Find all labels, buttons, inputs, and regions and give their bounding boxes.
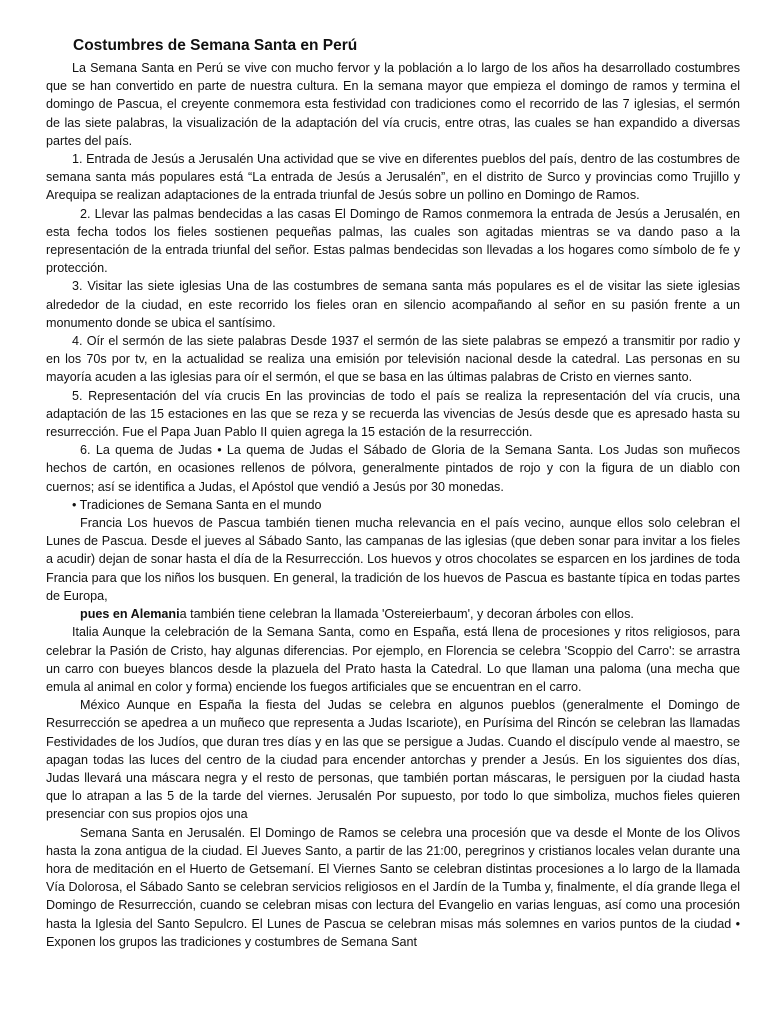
- paragraph-jerusalen: Semana Santa en Jerusalén. El Domingo de Ramos se celebra una procesión que va desde el Monte de los Olivos hasta la zona antigua de la ciudad. El Jueves Santo, a partir de las 21:00, peregrinos y cristianos locales velan durante una hora de meditación en el Huerto de Getsemaní. El Viernes Santo se celebran distintas procesiones a lo largo de la llamada Vía Dolorosa, el Sábado Santo se celebran servicios religiosos en el Jardín de la Tumba y, finalmente, el día grande llega el Domingo de Resurrección, cuando se celebran misas con lectura del Evangelio en varias lenguas, así como una procesión hasta la Iglesia del Santo Sepulcro. El Lunes de Pascua se celebran misas más solemnes en varios puntos de la ciudad • Exponen los grupos las tradiciones y costumbres de Semana Sant: [46, 825, 740, 949]
- document-title: Costumbres de Semana Santa en Perú: [73, 37, 358, 54]
- paragraph-italia: Italia Aunque la celebración de la Semana Santa, como en España, está llena de procesiones y ritos religiosos, para celebrar la Pasión de Cristo, hay algunas diferencias. Por ejemplo, en Florencia se celebra 'Scoppio del Carro': se arrastra un carro con bueyes blancos desde la plazuela del Prato hasta la Catedral. Lo que llaman una paloma (una mecha que emula al animal en color y forma) enciende los fuegos artificiales que se encuentran en el carro.: [46, 625, 740, 694]
- paragraph-sermon: 4. Oír el sermón de las siete palabras Desde 1937 el sermón de las siete palabras se empezó a transmitir por radio y en los 70s por tv, en la actualidad se realiza una emisión por televisión nacional desde la catedral. Las personas en su mayoría acuden a las iglesias para oír el sermón, el que se basa en las últimas palabras de Cristo en viernes santo.: [46, 334, 740, 385]
- paragraph-via-crucis: 5. Representación del vía crucis En las provincias de todo el país se realiza la representación del vía crucis, una adaptación de las 15 estaciones en las que se reza y se recuerda las vivencias de Jesús desde que es apresado hasta su resurrección. Fue el Papa Juan Pablo II quien agrega la 15 estación de la resurrección.: [46, 388, 740, 440]
- intro-paragraph: La Semana Santa en Perú se vive con mucho fervor y la población a lo largo de los años ha desarrollado costumbres que se han convertido en parte de nuestra cultura. En la semana mayor que empieza el domingo de ramos y termina el domingo de Pascua, el creyente conmemora esta festividad con tradiciones como el recorrido de las 7 iglesias, el sermón de las siete palabras, la visualización de la adaptación del vía crucis, entre otras, las cuales se han expandido a diversas partes del país.: [46, 61, 740, 148]
- paragraph-mexico: México Aunque en España la fiesta del Judas se celebra en algunos pueblos (generalmente el Domingo de Resurrección se apedrea a un muñeco que representa a Judas Iscariote), en Purísima del Rincón se celebran las llamadas Festividades de los Judíos, que duran tres días y en las que se persigue a Judas. Cuando el discípulo vende al maestro, se apagan todas las luces del centro de la ciudad para encender antorchas y prender a Jesús. En los siguientes dos días, Judas llevará una máscara negra y el resto de personas, que también portan máscaras, le persiguen por la ciudad hasta que lo atrapan a las 5 de la tarde del viernes. Jerusalén Por supuesto, por todo lo que simboliza, muchos fieles quieren presenciar con sus propios ojos una: [46, 698, 740, 822]
- alemania-bold-i: i: [176, 607, 180, 622]
- alemania-bold-text: pues en Aleman: [80, 607, 177, 622]
- paragraph-alemania: [46, 605, 740, 623]
- paragraph-siete-iglesias: 3. Visitar las siete iglesias Una de las costumbres de semana santa más populares es el de visitar las siete iglesias alrededor de la ciudad, en este recorrido los fieles oran en silencio acompañando al señor en su pasión frente a un monumento donde se ubica el santísimo.: [46, 279, 740, 330]
- paragraph-quema-judas: 6. La quema de Judas • La quema de Judas el Sábado de Gloria de la Semana Santa. Los Judas son muñecos hechos de cartón, en ocasiones rellenos de pólvora, generalmente pintados de rojo y con la figura de un diablo con cuernos; así se identifica a Judas, el Apóstol que vendió a Jesús por 30 monedas.: [46, 443, 740, 494]
- paragraph-francia: Francia Los huevos de Pascua también tienen mucha relevancia en el país vecino, aunque ellos solo celebran el Lunes de Pascua. Desde el jueves al Sábado Santo, las campanas de las iglesias (que deben sonar para invitar a los fieles a acudir) dejan de sonar hasta el día de la Resurrección. Los huevos y otros chocolates se esparcen en los jardines de toda Francia para que los niños los busquen. En general, la tradición de los huevos de Pascua es bastante típica en todas partes de Europa,: [46, 516, 740, 603]
- alemania-rest-text: a también tiene celebran la llamada 'Ostereierbaum', y decoran árboles con ellos.: [179, 607, 634, 622]
- paragraph-entrada-jesus: 1. Entrada de Jesús a Jerusalén Una actividad que se vive en diferentes pueblos del país, dentro de las costumbres de semana santa más populares está “La entrada de Jesús a Jerusalén”, en el distrito de Surco y provincias como Trujillo y Arequipa se realizan adaptaciones de la entrada triunfal de Jesús sobre un pollino en Domingo de Ramos.: [46, 152, 740, 203]
- paragraph-tradiciones-mundo: • Tradiciones de Semana Santa en el mundo: [72, 497, 322, 512]
- paragraph-palmas: 2. Llevar las palmas bendecidas a las casas El Domingo de Ramos conmemora la entrada de Jesús a Jerusalén, en esta fecha todos los fieles sostienen pequeñas palmas, las cuales son agitadas mientras se va dando paso a la representación de la entrada triunfal del señor. Estas palmas bendecidas son llevadas a los hogares como símbolo de fe y protección.: [46, 206, 740, 276]
